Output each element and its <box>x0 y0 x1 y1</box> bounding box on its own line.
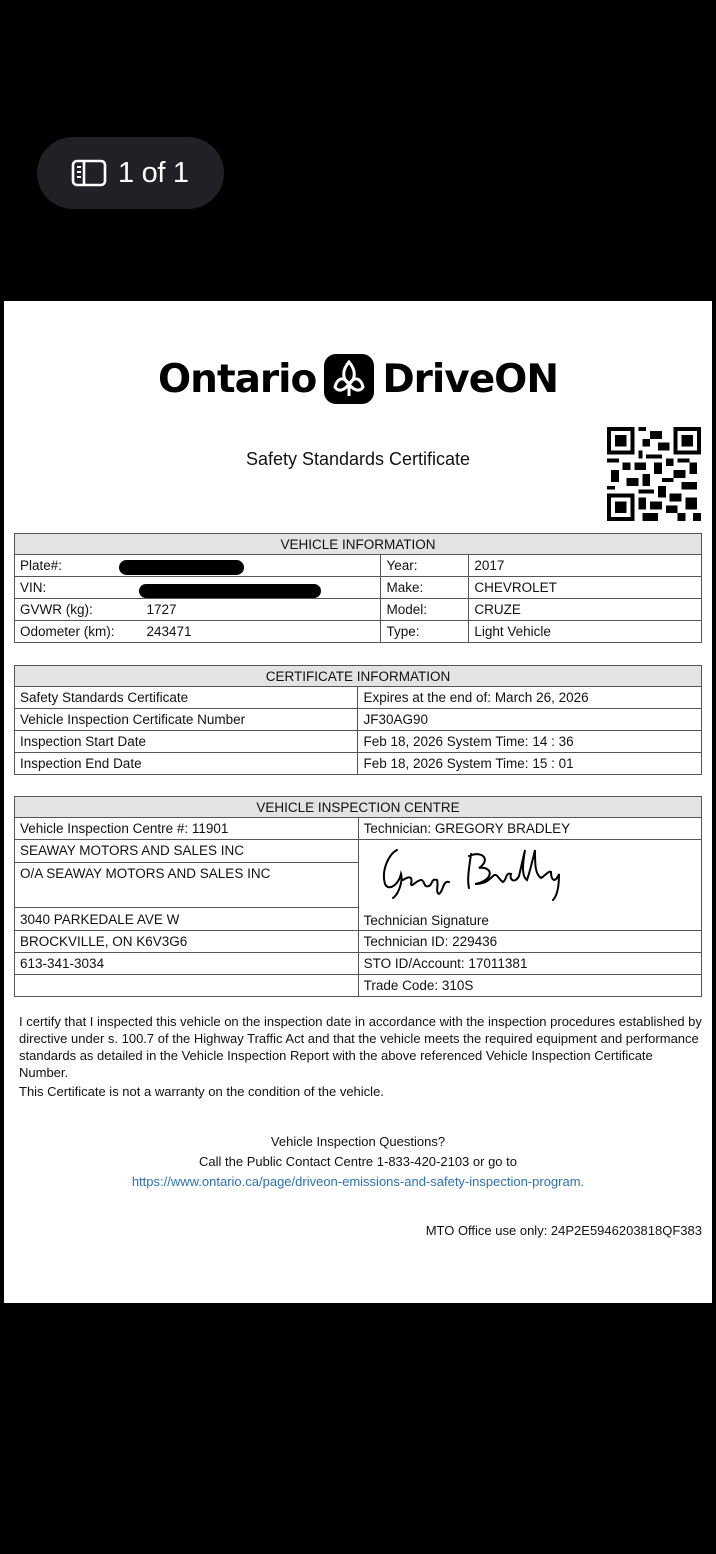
type-label: Type: <box>381 621 469 643</box>
contact-question: Vehicle Inspection Questions? <box>270 1134 446 1149</box>
certificate-row-label: Vehicle Inspection Certificate Number <box>15 709 358 731</box>
table-row <box>15 731 702 753</box>
inspection-program-link[interactable]: https://www.ontario.ca/page/driveon-emissions-and-safety-inspection-program. <box>131 1174 585 1189</box>
odometer-value: 243471 <box>141 621 381 643</box>
certificate-row-value: Expires at the end of: March 26, 2026 <box>358 687 702 709</box>
vehicle-information-table <box>14 533 702 643</box>
make-value: CHEVROLET <box>469 577 702 599</box>
certificate-row-value: JF30AG90 <box>358 709 702 731</box>
plate-redaction <box>119 560 244 575</box>
signature-cell <box>358 840 701 931</box>
certificate-row-label: Safety Standards Certificate <box>15 687 358 709</box>
table-row <box>15 687 702 709</box>
gvwr-label: GVWR (kg): <box>15 599 142 621</box>
certificate-row-value: Feb 18, 2026 System Time: 15 : 01 <box>358 753 702 775</box>
warranty-note: This Certificate is not a warranty on the condition of the vehicle. <box>19 1084 384 1099</box>
centre-number: Vehicle Inspection Centre #: 11901 <box>15 818 359 840</box>
certificate-information-table <box>14 665 702 775</box>
odometer-label: Odometer (km): <box>15 621 142 643</box>
empty-cell <box>15 975 359 997</box>
plate-label: Plate#: <box>15 555 142 577</box>
sto-account: STO ID/Account: 17011381 <box>358 953 701 975</box>
vin-label: VIN: <box>15 577 142 599</box>
page-counter: 1 of 1 <box>118 156 189 189</box>
gvwr-value: 1727 <box>141 599 381 621</box>
technician-id: Technician ID: 229436 <box>358 931 701 953</box>
make-label: Make: <box>381 577 469 599</box>
logo-driveon-text: DriveON <box>382 356 558 402</box>
vin-redaction <box>139 584 321 598</box>
contact-block <box>4 1132 712 1192</box>
certification-statement <box>19 1013 704 1100</box>
page-counter-pill[interactable] <box>37 137 224 209</box>
technician-name: Technician: GREGORY BRADLEY <box>358 818 701 840</box>
ontario-driveon-logo <box>4 353 712 405</box>
table-row <box>15 753 702 775</box>
certificate-row-label: Inspection End Date <box>15 753 358 775</box>
certificate-row-label: Inspection Start Date <box>15 731 358 753</box>
model-value: CRUZE <box>469 599 702 621</box>
qr-code <box>606 427 702 521</box>
centre-phone: 613-341-3034 <box>15 953 359 975</box>
contact-call: Call the Public Contact Centre 1-833-420-2103 or go to <box>199 1154 517 1169</box>
certificate-row-value: Feb 18, 2026 System Time: 14 : 36 <box>358 731 702 753</box>
document-page <box>4 301 712 1303</box>
centre-address: 3040 PARKEDALE AVE W <box>15 908 359 931</box>
table-row <box>15 709 702 731</box>
model-label: Model: <box>381 599 469 621</box>
sidebar-panel-icon <box>71 159 107 187</box>
certificate-title: Safety Standards Certificate <box>245 449 471 469</box>
year-value: 2017 <box>469 555 702 577</box>
inspection-centre-table <box>14 796 702 997</box>
certification-paragraph: I certify that I inspected this vehicle on the inspection date in accordance with the inspection procedures established by directive under s. 100.7 of the Highway Traffic Act and that the vehicle meets the required equipment and performance standards as detailed in the Vehicle Inspection Report with the above referenced Vehicle Inspection Certificate Number. <box>19 1014 702 1080</box>
inspection-centre-heading: VEHICLE INSPECTION CENTRE <box>15 797 702 818</box>
logo-ontario-text: Ontario <box>158 356 317 402</box>
vehicle-information-heading: VEHICLE INFORMATION <box>15 534 702 555</box>
certificate-information-heading: CERTIFICATE INFORMATION <box>15 666 702 687</box>
centre-city: BROCKVILLE, ON K6V3G6 <box>15 931 359 953</box>
centre-operating-name: O/A SEAWAY MOTORS AND SALES INC <box>15 862 359 908</box>
technician-signature-label: Technician Signature <box>363 913 489 928</box>
mto-office-code: MTO Office use only: 24P2E5946203818QF383 <box>425 1223 702 1238</box>
centre-name: SEAWAY MOTORS AND SALES INC <box>15 840 359 863</box>
trade-code: Trade Code: 310S <box>358 975 701 997</box>
year-label: Year: <box>381 555 469 577</box>
technician-signature-image <box>359 840 599 902</box>
type-value: Light Vehicle <box>469 621 702 643</box>
trillium-icon <box>323 353 375 405</box>
